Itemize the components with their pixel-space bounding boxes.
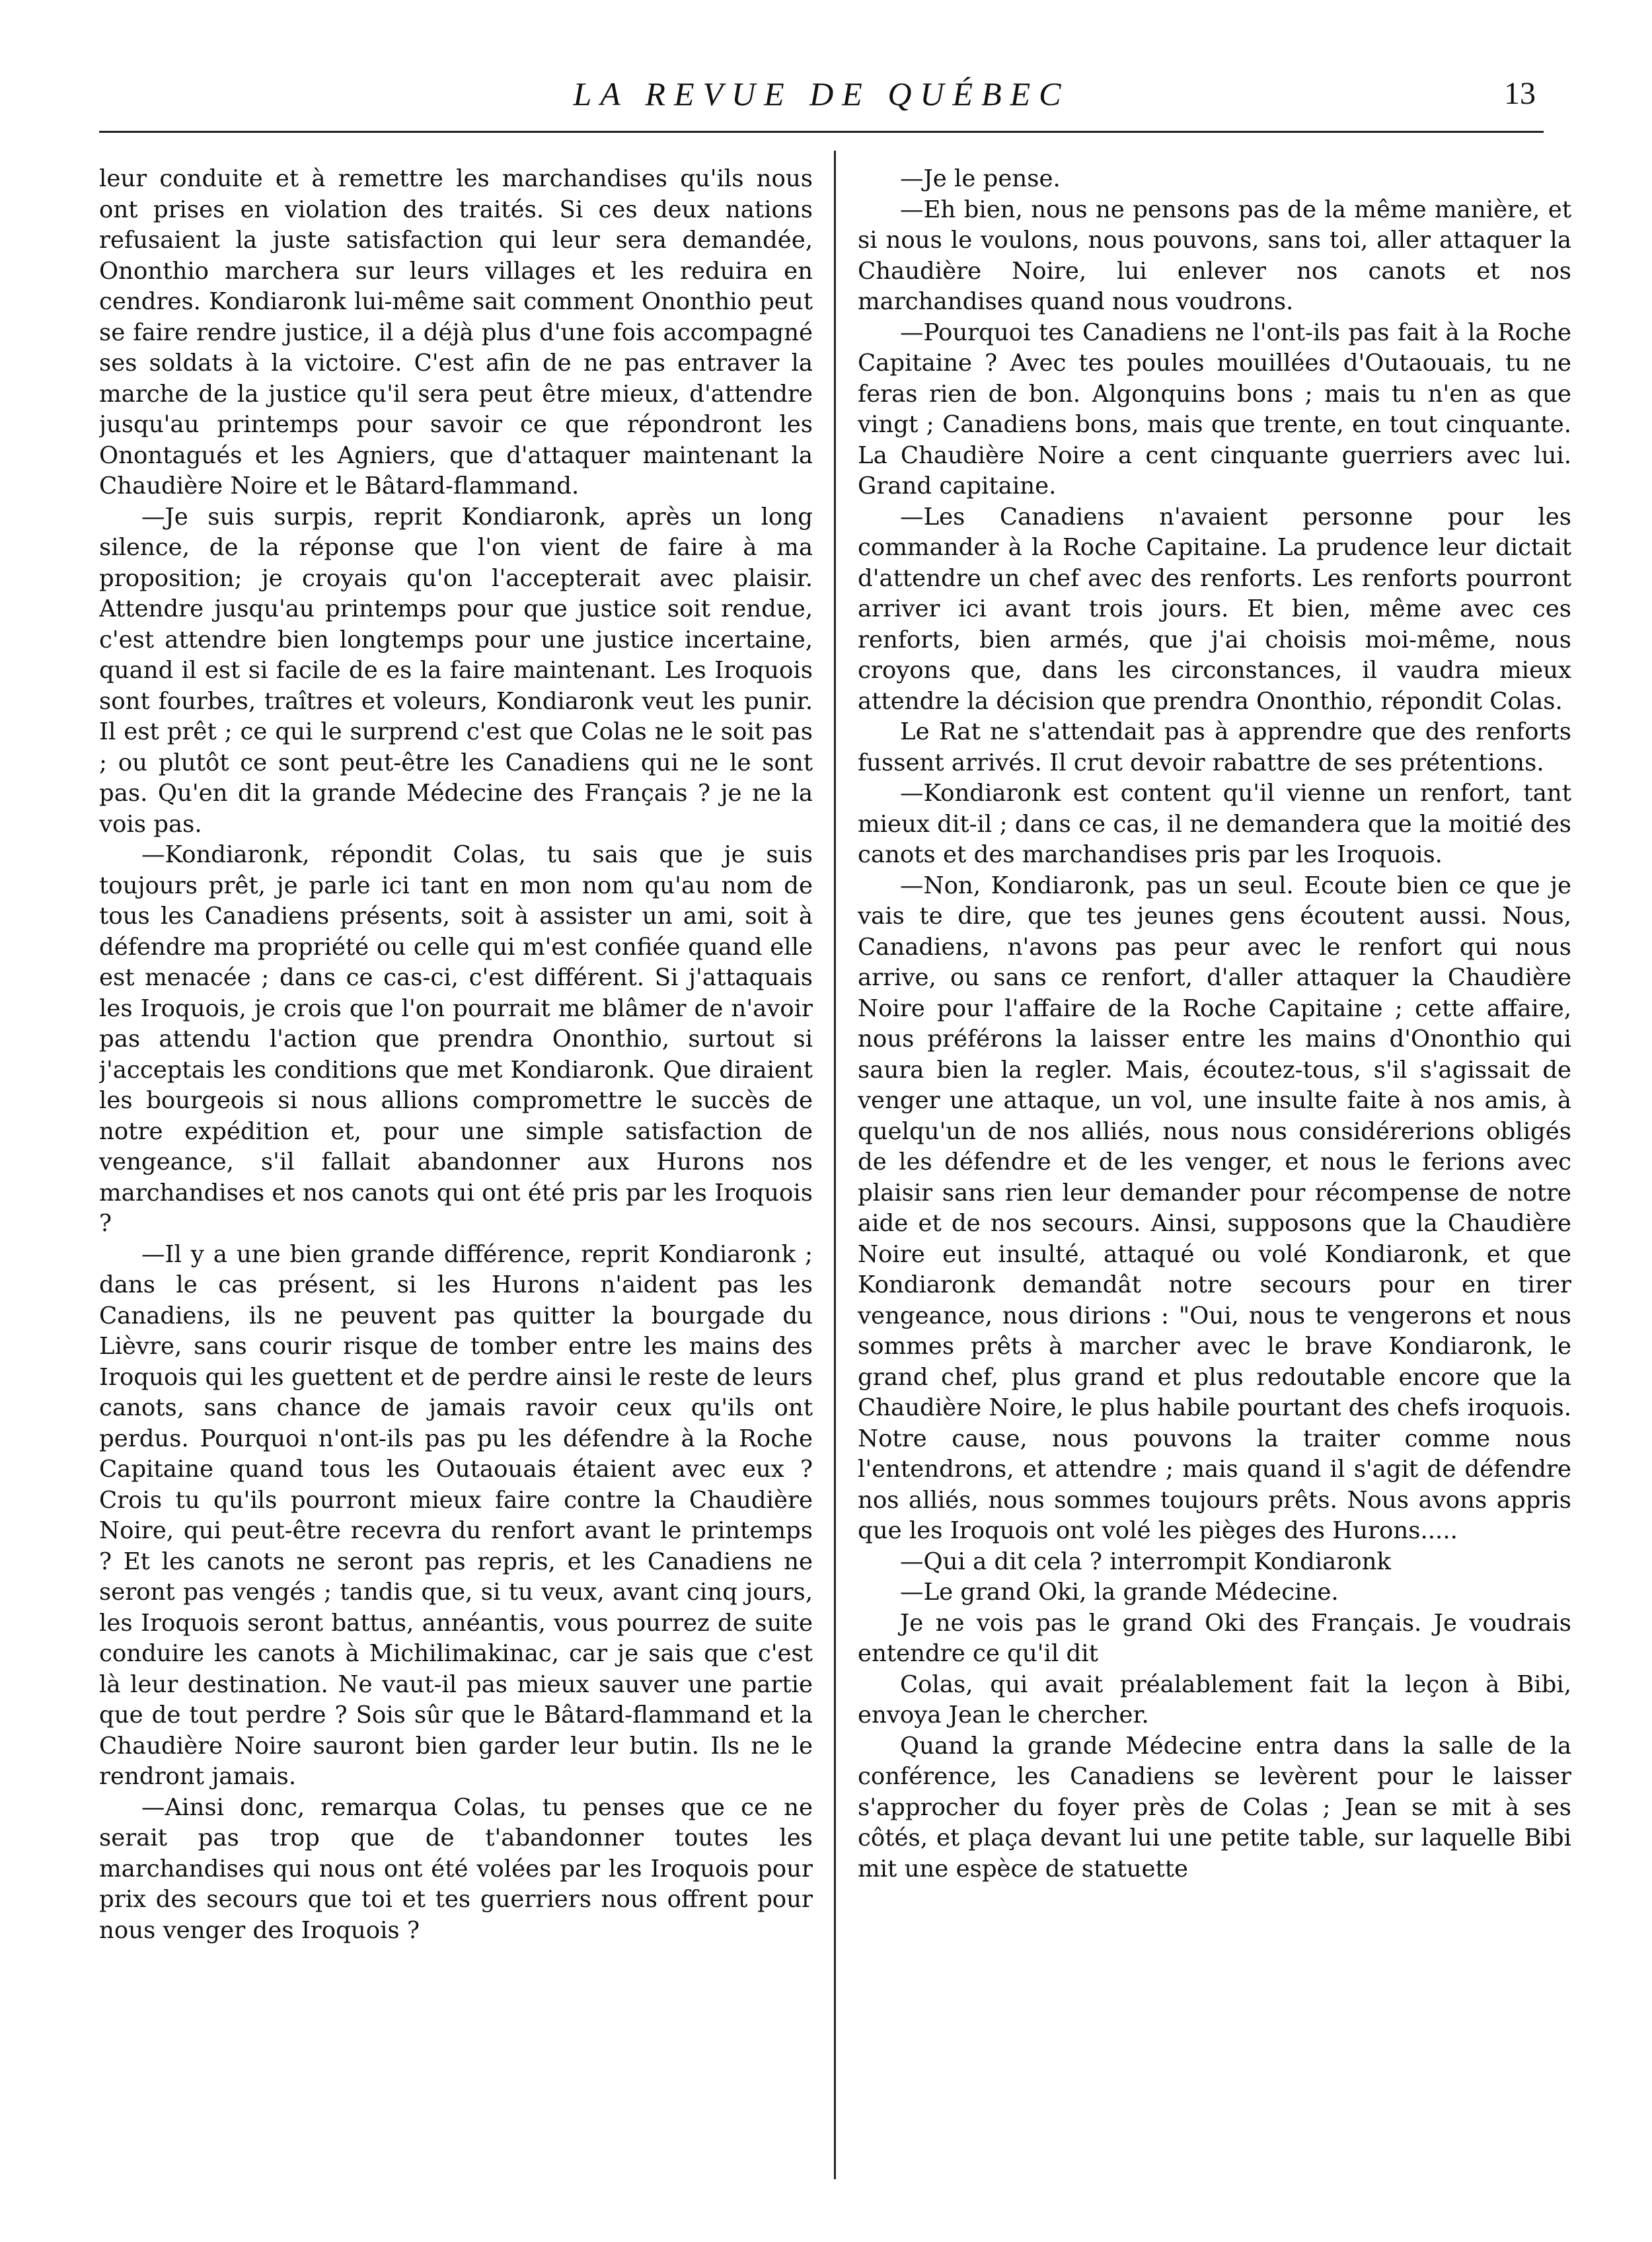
paragraph: —Pourquoi tes Canadiens ne l'ont-ils pas fait à la Roche Capitaine ? Avec tes poules mouillées d'Outaouais, tu ne feras rien de bon. Algonquins bons ; mais tu n'en as que vingt ; Canadiens bons, mais que trente, en tout cinquante. La Chaudière Noire a cent cinquante guerriers avec lui. Grand capitaine. [858,318,1571,500]
paragraph: Je ne vois pas le grand Oki des Français. Je voudrais entendre ce qu'il dit [858,1609,1571,1667]
paragraph: —Ainsi donc, remarqua Colas, tu penses que ce ne serait pas trop que de t'abandonner toutes les marchandises qui nous ont été volées par les Iroquois pour prix des secours que toi et tes guerriers nous offrent pour nous venger des Iroquois ? [99,1793,813,1944]
header-rule [99,131,1544,133]
paragraph: —Le grand Oki, la grande Médecine. [900,1579,1339,1606]
page-number: 13 [1504,76,1536,111]
paragraph: —Eh bien, nous ne pensons pas de la même manière, et si nous le voulons, nous pouvons, sans toi, aller attaquer la Chaudière Noire, lui enlever nos canots et nos marchandises quand nous voudrons. [858,196,1571,315]
right-column [858,164,1571,2173]
paragraph: Colas, qui avait préalablement fait la leçon à Bibi, envoya Jean le chercher. [858,1670,1571,1729]
journal-title: LA REVUE DE QUÉBEC [573,75,1070,112]
paragraph: —Kondiaronk est content qu'il vienne un renfort, tant mieux dit-il ; dans ce cas, il ne demandera que la moitié des canots et des marchandises pris par les Iroquois. [858,780,1571,868]
left-column [99,164,813,2173]
paragraph: —Les Canadiens n'avaient personne pour les commander à la Roche Capitaine. La prudence leur dictait d'attendre un chef avec des renforts. Les renforts pourront arriver ici avant trois jours. Et bien, même avec ces renforts, bien armés, que j'ai choisis moi-même, nous croyons que, dans les circonstances, il vaudra mieux attendre la décision que prendra Ononthio, répondit Colas. [858,503,1571,715]
paragraph: leur conduite et à remettre les marchandises qu'ils nous ont prises en violation des traités. Si ces deux nations refusaient la juste satisfaction qui leur sera demandée, Ononthio marchera sur leurs villages et les reduira en cendres. Kondiaronk lui-même sait comment Ononthio peut se faire rendre justice, il a déjà plus d'une fois accompagné ses soldats à la victoire. C'est afin de ne pas entraver la marche de la justice qu'il sera peut être mieux, d'attendre jusqu'au printemps pour savoir ce que répondront les Onontagués et les Agniers, que d'attaquer maintenant la Chaudière Noire et le Bâtard-flammand. [99,165,813,500]
paragraph: —Je le pense. [900,165,1061,192]
paragraph: —Qui a dit cela ? interrompit Kondiaronk [900,1548,1392,1575]
paragraph: Le Rat ne s'attendait pas à apprendre que des renforts fussent arrivés. Il crut devoir rabattre de ses prétentions. [858,718,1571,776]
paragraph: —Il y a une bien grande différence, reprit Kondiaronk ; dans le cas présent, si les Hurons n'aident pas les Canadiens, ils ne peuvent pas quitter la bourgade du Lièvre, sans courir risque de tomber entre les mains des Iroquois qui les guettent et de perdre ainsi le reste de leurs canots, sans chance de jamais ravoir ceux qu'ils ont perdus. Pourquoi n'ont-ils pas pu les défendre à la Roche Capitaine quand tous les Outaouais étaient avec eux ? Crois tu qu'ils pourront mieux faire contre la Chaudière Noire, qui peut-être recevra du renfort avant le printemps ? Et les canots ne seront pas repris, et les Canadiens ne seront pas vengés ; tandis que, si tu veux, avant cinq jours, les Iroquois seront battus, annéantis, vous pourrez de suite conduire les canots à Michilimakinac, car je sais que c'est là leur destination. Ne vaut-il pas mieux sauver une partie que de tout perdre ? Sois sûr que le Bâtard-flammand et la Chaudière Noire sauront bien garder leur butin. Ils ne le rendront jamais. [99,1240,813,1790]
paragraph: —Je suis surpis, reprit Kondiaronk, après un long silence, de la réponse que l'on vient de faire à ma proposition; je croyais qu'on l'accepterait avec plaisir. Attendre jusqu'au printemps pour que justice soit rendue, c'est attendre bien longtemps pour une justice incertaine, quand il est si facile de es la faire maintenant. Les Iroquois sont fourbes, traîtres et voleurs, Kondiaronk veut les punir. Il est prêt ; ce qui le surprend c'est que Colas ne le soit pas ; ou plutôt ce sont peut-être les Canadiens qui ne le sont pas. Qu'en dit la grande Médecine des Français ? je ne la vois pas. [99,503,813,838]
column-divider [834,151,836,2179]
paragraph: Quand la grande Médecine entra dans la salle de la conférence, les Canadiens se levèrent pour le laisser s'approcher du foyer près de Colas ; Jean se mit à ses côtés, et plaça devant lui une petite table, sur laquelle Bibi mit une espèce de statuette [858,1732,1571,1883]
paragraph: —Kondiaronk, répondit Colas, tu sais que je suis toujours prêt, je parle ici tant en mon nom qu'au nom de tous les Canadiens présents, soit à assister un ami, soit à défendre ma propriété ou celle qui m'est confiée quand elle est menacée ; dans ce cas-ci, c'est différent. Si j'attaquais les Iroquois, je crois que l'on pourrait me blâmer de n'avoir pas attendu l'action que prendra Ononthio, surtout si j'acceptais les conditions que met Kondiaronk. Que diraient les bourgeois si nous allions compromettre le succès de notre expédition et, pour une simple satisfaction de vengeance, s'il fallait abandonner aux Hurons nos marchandises et nos canots qui ont été pris par les Iroquois ? [99,841,813,1237]
running-header [99,74,1544,147]
paragraph: —Non, Kondiaronk, pas un seul. Ecoute bien ce que je vais te dire, que tes jeunes gens écoutent aussi. Nous, Canadiens, n'avons pas peur avec le renfort qui nous arrive, ou sans ce renfort, d'aller attaquer la Chaudière Noire pour l'affaire de la Roche Capitaine ; cette affaire, nous préférons la laisser entre les mains d'Ononthio qui saura bien la regler. Mais, écoutez-tous, s'il s'agissait de venger une attaque, un vol, une insulte faite à nos amis, à quelqu'un de nos alliés, nous nous considérerions obligés de les défendre et de les venger, et nous le ferions avec plaisir sans rien leur demander pour récompense de notre aide et de nos secours. Ainsi, supposons que la Chaudière Noire eut insulté, attaqué ou volé Kondiaronk, et que Kondiaronk demandât notre secours pour en tirer vengeance, nous dirions : "Oui, nous te vengerons et nous sommes prêts à marcher avec le brave Kondiaronk, le grand chef, plus grand et plus redoutable encore que la Chaudière Noire, le plus habile pourtant des chefs iroquois. Notre cause, nous pouvons la traiter comme nous l'entendrons, et attendre ; mais quand il s'agit de défendre nos alliés, nous sommes toujours prêts. Nous avons appris que les Iroquois ont volé les pièges des Hurons..... [858,872,1571,1544]
